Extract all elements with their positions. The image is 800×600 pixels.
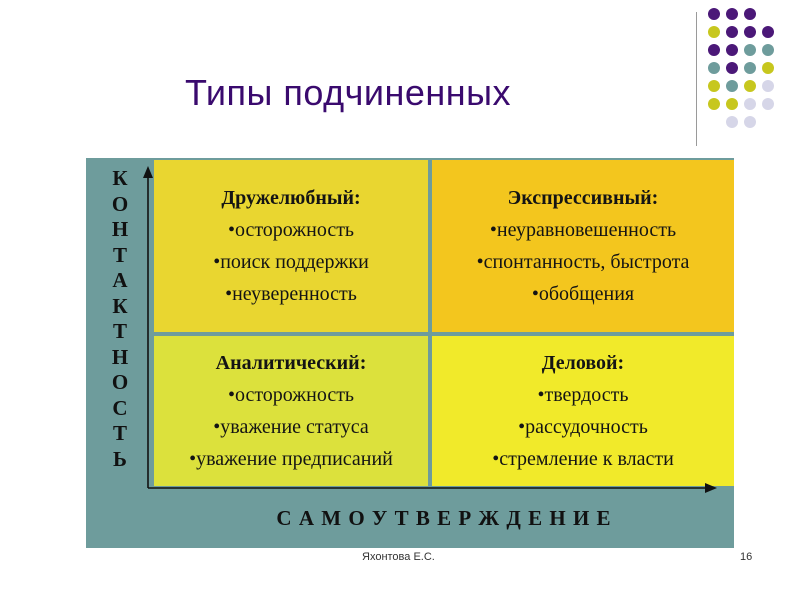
decorative-dot bbox=[762, 44, 774, 56]
decorative-dot bbox=[708, 8, 720, 20]
decorative-divider-line bbox=[696, 12, 697, 146]
quadrant-analytic bbox=[154, 336, 428, 486]
decorative-dot bbox=[726, 116, 738, 128]
vertical-letter: Н bbox=[111, 217, 129, 241]
slide-title: Типы подчиненных bbox=[185, 72, 512, 113]
decorative-dot bbox=[762, 62, 774, 74]
quadrant-heading: Аналитический: bbox=[215, 352, 367, 374]
decorative-dot bbox=[744, 44, 756, 56]
vertical-letter: Ь bbox=[113, 446, 127, 471]
decorative-dot bbox=[762, 98, 774, 110]
decorative-dot bbox=[744, 98, 756, 110]
vertical-axis-label bbox=[86, 158, 154, 548]
vertical-letter: О bbox=[111, 370, 129, 394]
decorative-dot bbox=[708, 80, 720, 92]
decorative-dot bbox=[762, 26, 774, 38]
quadrant-item: •твердость bbox=[537, 384, 629, 406]
decorative-dot bbox=[708, 44, 720, 56]
quadrant-item: •уважение предписаний bbox=[189, 448, 393, 470]
decorative-dot bbox=[726, 26, 738, 38]
horizontal-axis-label: С А М О У Т В Е Р Ж Д Е Н И Е bbox=[276, 505, 612, 530]
vertical-letter: А bbox=[112, 268, 128, 292]
vertical-letter: С bbox=[112, 395, 128, 420]
decorative-dot bbox=[726, 98, 738, 110]
quadrant-expressive bbox=[432, 160, 734, 332]
vertical-letter: Т bbox=[112, 319, 127, 343]
quadrant-item: •осторожность bbox=[227, 384, 355, 406]
quadrant-heading: Деловой: bbox=[541, 352, 625, 374]
decorative-dot bbox=[762, 80, 774, 92]
page-number: 16 bbox=[740, 551, 753, 563]
vertical-letter: К bbox=[112, 166, 128, 190]
decorative-dot bbox=[708, 62, 720, 74]
quadrant-item: •уважение статуса bbox=[213, 416, 369, 438]
quadrant-item: •неуверенность bbox=[225, 283, 357, 305]
quadrant-item: •стремление к власти bbox=[492, 448, 674, 470]
vertical-letter: Т bbox=[112, 242, 127, 267]
vertical-letter: Т bbox=[112, 421, 127, 445]
decorative-dot bbox=[708, 26, 720, 38]
decorative-dot bbox=[744, 116, 756, 128]
quadrant-heading: Дружелюбный: bbox=[221, 187, 361, 209]
decorative-dot-grid bbox=[708, 8, 792, 128]
quadrant-business bbox=[432, 336, 734, 486]
vertical-letter: Н bbox=[111, 344, 129, 369]
quadrant-item: •обобщения bbox=[531, 283, 635, 305]
quadrant-heading: Экспрессивный: bbox=[507, 187, 659, 209]
decorative-dot bbox=[708, 98, 720, 110]
decorative-dot bbox=[726, 8, 738, 20]
quadrant-item: •поиск поддержки bbox=[213, 251, 369, 273]
decorative-dot bbox=[744, 62, 756, 74]
vertical-letter: О bbox=[111, 191, 129, 216]
footer-author: Яхонтова Е.С. bbox=[362, 551, 435, 563]
decorative-dot bbox=[726, 62, 738, 74]
quadrant-friendly bbox=[154, 160, 428, 332]
vertical-letter: К bbox=[112, 293, 128, 318]
quadrant-item: •спонтанность, быстрота bbox=[476, 251, 690, 273]
decorative-dot bbox=[744, 8, 756, 20]
decorative-dot bbox=[744, 26, 756, 38]
quadrant-item: •неуравновешенность bbox=[489, 219, 677, 241]
quadrant-item: •осторожность bbox=[227, 219, 355, 241]
decorative-dot bbox=[744, 80, 756, 92]
decorative-dot bbox=[726, 44, 738, 56]
quadrant-item: •рассудочность bbox=[518, 416, 648, 438]
decorative-dot bbox=[726, 80, 738, 92]
